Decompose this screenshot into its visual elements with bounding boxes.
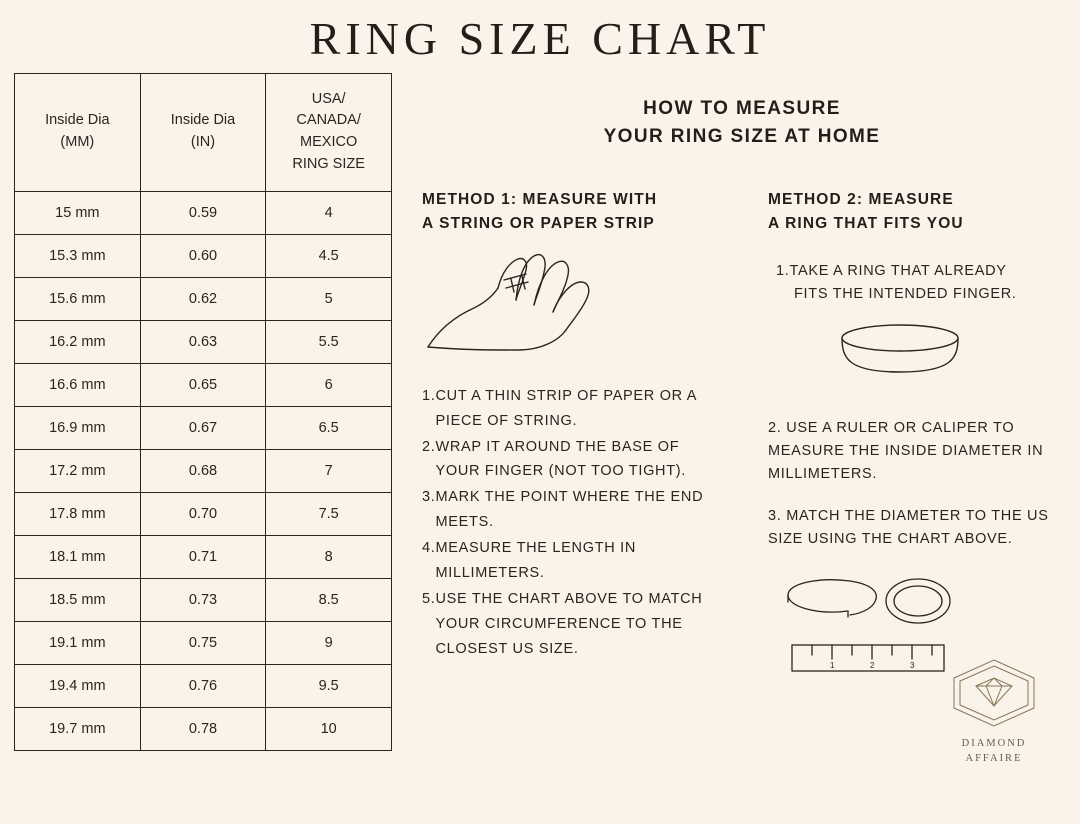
header-line: Inside Dia — [170, 112, 236, 129]
cell-dia-mm: 16.6 mm — [15, 363, 141, 406]
cell-dia-in: 0.67 — [140, 406, 266, 449]
cell-us-size: 9 — [266, 621, 392, 664]
ring-size-table-wrapper — [14, 73, 392, 751]
method-2-steps — [768, 417, 1066, 551]
step-text: WRAP IT AROUND THE BASE OF YOUR FINGER (NOT TOO TIGHT). — [435, 438, 687, 480]
step-text: MEASURE THE LENGTH IN MILLIMETERS. — [435, 540, 637, 582]
method-2-block — [718, 188, 1066, 688]
brand-line-2: AFFAIRE — [965, 752, 1023, 764]
how-to-line-1: HOW TO MEASURE — [643, 97, 841, 119]
cell-dia-in: 0.73 — [140, 578, 266, 621]
table-row — [15, 363, 392, 406]
cell-dia-mm: 18.5 mm — [15, 578, 141, 621]
table-row — [15, 621, 392, 664]
method-1-heading — [422, 188, 718, 236]
ring-illustration — [834, 320, 1066, 397]
header-line: MEXICO — [300, 134, 358, 151]
header-line: USA/ — [311, 90, 346, 107]
cell-dia-in: 0.63 — [140, 320, 266, 363]
brand-logo — [932, 656, 1056, 766]
cell-dia-mm: 15 mm — [15, 191, 141, 234]
method-2-heading-line-2: A RING THAT FITS YOU — [768, 214, 964, 232]
method-1-block — [418, 188, 718, 688]
method-2-step-1-text — [776, 260, 1066, 306]
content-area — [0, 73, 1080, 773]
cell-dia-mm: 16.9 mm — [15, 406, 141, 449]
step-text: CUT A THIN STRIP OF PAPER OR A PIECE OF STRING. — [435, 387, 697, 429]
step-text-line-2: FITS THE INTENDED FINGER. — [794, 285, 1017, 302]
cell-dia-in: 0.62 — [140, 277, 266, 320]
cell-dia-in: 0.75 — [140, 621, 266, 664]
header-line: (MM) — [60, 134, 95, 151]
header-line: (IN) — [190, 134, 216, 151]
cell-dia-in: 0.76 — [140, 664, 266, 707]
step-number: 1. — [422, 387, 436, 404]
cell-us-size: 6 — [266, 363, 392, 406]
method-1-heading-line-1: METHOD 1: MEASURE WITH — [422, 190, 658, 208]
cell-dia-mm: 15.3 mm — [15, 234, 141, 277]
table-row — [15, 234, 392, 277]
method-2-step-2: 2. USE A RULER OR CALIPER TO MEASURE THE INSIDE DIAMETER IN MILLIMETERS. — [768, 420, 1044, 483]
brand-line-1: DIAMOND — [961, 738, 1027, 750]
ring-size-table — [14, 73, 392, 751]
method-2-heading-line-1: METHOD 2: MEASURE — [768, 190, 954, 208]
hand-illustration — [422, 242, 718, 362]
table-row — [15, 320, 392, 363]
cell-dia-mm: 19.4 mm — [15, 664, 141, 707]
step-number: 3. — [422, 489, 436, 506]
ruler-tick-1: 1 — [830, 660, 835, 670]
header-line: CANADA/ — [296, 112, 361, 129]
cell-us-size: 4.5 — [266, 234, 392, 277]
table-row — [15, 664, 392, 707]
cell-dia-mm: 17.8 mm — [15, 492, 141, 535]
method-1-heading-line-2: A STRING OR PAPER STRIP — [422, 214, 655, 232]
page-title: RING SIZE CHART — [309, 13, 771, 64]
ruler-tick-2: 2 — [870, 660, 875, 670]
step-number: 1. — [776, 262, 790, 279]
cell-us-size: 6.5 — [266, 406, 392, 449]
cell-dia-mm: 19.1 mm — [15, 621, 141, 664]
cell-us-size: 5.5 — [266, 320, 392, 363]
table-row — [15, 707, 392, 750]
cell-dia-mm: 18.1 mm — [15, 535, 141, 578]
step-text: MARK THE POINT WHERE THE END MEETS. — [435, 489, 704, 531]
method-2-step-1 — [768, 260, 1066, 306]
table-row — [15, 191, 392, 234]
ruler-tick-3: 3 — [910, 660, 915, 670]
cell-dia-in: 0.65 — [140, 363, 266, 406]
cell-dia-in: 0.71 — [140, 535, 266, 578]
cell-dia-in: 0.78 — [140, 707, 266, 750]
step-number: 5. — [422, 591, 436, 608]
cell-dia-in: 0.68 — [140, 449, 266, 492]
cell-us-size: 8.5 — [266, 578, 392, 621]
table-row — [15, 449, 392, 492]
cell-dia-mm: 19.7 mm — [15, 707, 141, 750]
cell-dia-in: 0.70 — [140, 492, 266, 535]
table-row — [15, 406, 392, 449]
list-item — [422, 485, 718, 535]
cell-dia-mm: 15.6 mm — [15, 277, 141, 320]
step-number: 4. — [422, 540, 436, 557]
cell-us-size: 7.5 — [266, 492, 392, 535]
cell-dia-in: 0.60 — [140, 234, 266, 277]
table-header-row — [15, 73, 392, 191]
step-number: 2. — [422, 438, 436, 455]
table-row — [15, 535, 392, 578]
cell-us-size: 10 — [266, 707, 392, 750]
cell-us-size: 9.5 — [266, 664, 392, 707]
cell-us-size: 4 — [266, 191, 392, 234]
cell-us-size: 5 — [266, 277, 392, 320]
cell-us-size: 8 — [266, 535, 392, 578]
header-line: RING SIZE — [292, 155, 365, 172]
cell-dia-mm: 16.2 mm — [15, 320, 141, 363]
header-line: Inside Dia — [45, 112, 110, 129]
cell-us-size: 7 — [266, 449, 392, 492]
cell-dia-mm: 17.2 mm — [15, 449, 141, 492]
step-text: USE THE CHART ABOVE TO MATCH YOUR CIRCUMFERENCE TO THE CLOSEST US SIZE. — [435, 591, 703, 657]
step-text-line-1: TAKE A RING THAT ALREADY — [789, 262, 1007, 279]
method-1-steps — [422, 384, 718, 662]
list-item — [422, 384, 718, 434]
cell-dia-in: 0.59 — [140, 191, 266, 234]
table-row — [15, 492, 392, 535]
col-header-us-ring-size — [266, 73, 392, 191]
table-row — [15, 277, 392, 320]
col-header-inside-dia-mm — [15, 73, 141, 191]
col-header-inside-dia-in — [140, 73, 266, 191]
brand-name — [932, 737, 1056, 766]
how-to-measure-heading — [418, 95, 1066, 152]
list-item — [422, 435, 718, 485]
list-item — [422, 536, 718, 586]
how-to-line-2: YOUR RING SIZE AT HOME — [603, 126, 881, 148]
list-item — [422, 587, 718, 662]
table-row — [15, 578, 392, 621]
instructions-panel — [392, 73, 1066, 773]
method-2-step-3: 3. MATCH THE DIAMETER TO THE US SIZE USING THE CHART ABOVE. — [768, 507, 1049, 547]
table-body — [15, 191, 392, 750]
table-header — [15, 73, 392, 191]
methods-row — [418, 188, 1066, 688]
method-2-heading — [768, 188, 1066, 236]
